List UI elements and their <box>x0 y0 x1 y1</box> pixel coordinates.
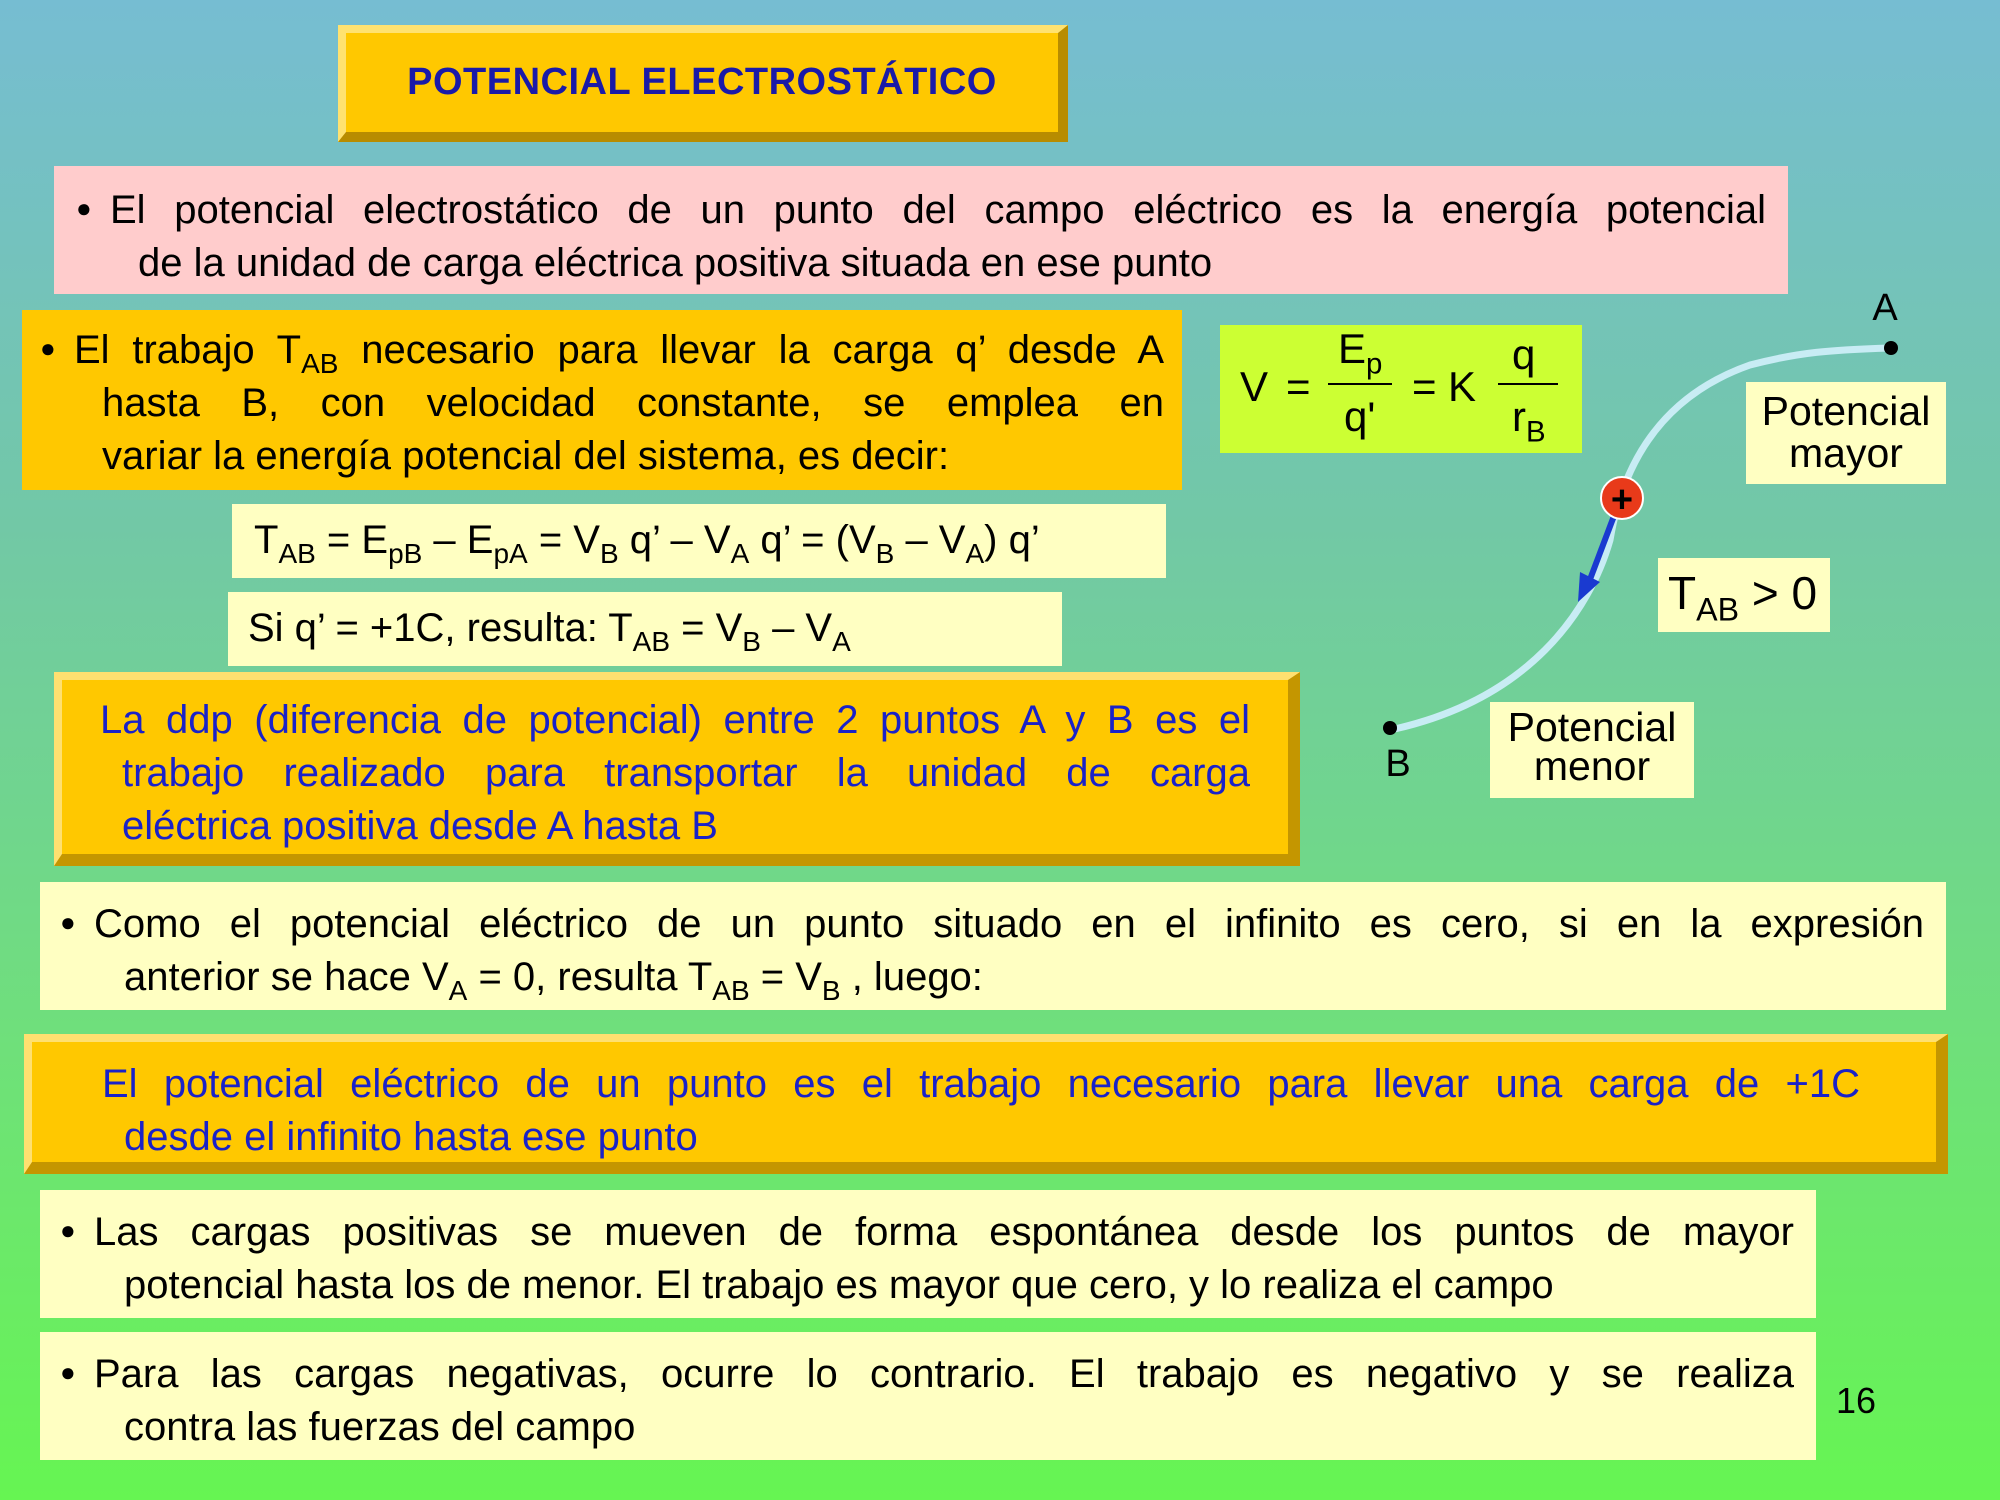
negative-line-2: contra las fuerzas del campo <box>124 1405 636 1449</box>
point-a-label: A <box>1872 290 1898 329</box>
point-b-dot <box>1383 721 1397 735</box>
bullet-icon: ● <box>60 1215 76 1245</box>
definition-line-2: de la unidad de carga eléctrica positiva situada en ese punto <box>138 241 1213 285</box>
charge-sign: + <box>1610 479 1634 521</box>
work-sign-label: $T_{AB} > 0$ <box>1658 558 1830 632</box>
ddp-line-1: La ddp (diferencia de potencial) entre 2 puntos A y B es el <box>100 698 1250 742</box>
potential-definition-line-1: El potencial eléctrico de un punto es el trabajo necesario para llevar una carga de +1C <box>102 1062 1860 1106</box>
infinite-line-1: Como el potencial eléctrico de un punto situado en el infinito es cero, si en la expresión <box>94 902 1924 946</box>
definition-line-1: El potencial electrostático de un punto del campo eléctrico es la energía potencial <box>110 188 1766 232</box>
potential-formula: V = $E_p$ q' = K q $r_B$ <box>1220 325 1582 453</box>
unit-charge-equation: Si q’ = +1C, resulta: $T_{AB} = V_B - V_A$ <box>228 592 1062 666</box>
definition-box <box>54 166 1788 294</box>
page-number: 16 <box>1836 1380 1877 1421</box>
ddp-line-2: trabajo realizado para transportar la unidad de carga <box>122 751 1250 795</box>
point-b-label: B <box>1385 743 1411 785</box>
positive-line-2: potencial hasta los de menor. El trabajo es mayor que cero, y lo realiza el campo <box>124 1263 1554 1307</box>
work-equation: $T_{AB} = E_{pB} - E_{pA} = V_B$ q’ – $V_A$ q’ = $(V_B - V_A)$ q’ <box>232 504 1166 578</box>
bullet-icon: ● <box>76 193 92 223</box>
negative-charges-box <box>40 1332 1816 1460</box>
infinite-box: ● Como el potencial eléctrico de un punto situado en el infinito es cero, si en la expresión anterior se hace $V_A = 0$, resulta $T_{AB} = V_B$ , luego: <box>40 882 1946 1010</box>
bullet-icon: ● <box>40 333 56 363</box>
work-line-2: hasta B, con velocidad constante, se emplea en <box>102 381 1164 425</box>
low-potential-label: Potencial menor <box>1490 702 1694 798</box>
negative-line-1: Para las cargas negativas, ocurre lo contrario. El trabajo es negativo y se realiza <box>94 1352 1794 1396</box>
page-title: POTENCIAL ELECTROSTÁTICO <box>407 61 997 103</box>
bullet-icon: ● <box>60 907 76 937</box>
work-line-3: variar la energía potencial del sistema, es decir: <box>102 434 950 478</box>
high-potential-label: Potencial mayor <box>1746 382 1946 484</box>
positive-charges-box <box>40 1190 1816 1318</box>
title-banner <box>338 25 1068 142</box>
potential-definition-box <box>24 1034 1948 1174</box>
potential-definition-line-2: desde el infinito hasta ese punto <box>124 1115 698 1159</box>
ddp-definition-box <box>54 672 1300 866</box>
work-box: ● El trabajo $T_{AB}$ necesario para llevar la carga q’ desde A hasta B, con velocidad constante, se emplea en variar la energía potencial del sistema, es decir: <box>22 310 1182 490</box>
bullet-icon: ● <box>60 1357 76 1387</box>
ddp-line-3: eléctrica positiva desde A hasta B <box>122 804 718 848</box>
point-a-dot <box>1884 341 1898 355</box>
positive-line-1: Las cargas positivas se mueven de forma espontánea desde los puntos de mayor <box>94 1210 1794 1254</box>
